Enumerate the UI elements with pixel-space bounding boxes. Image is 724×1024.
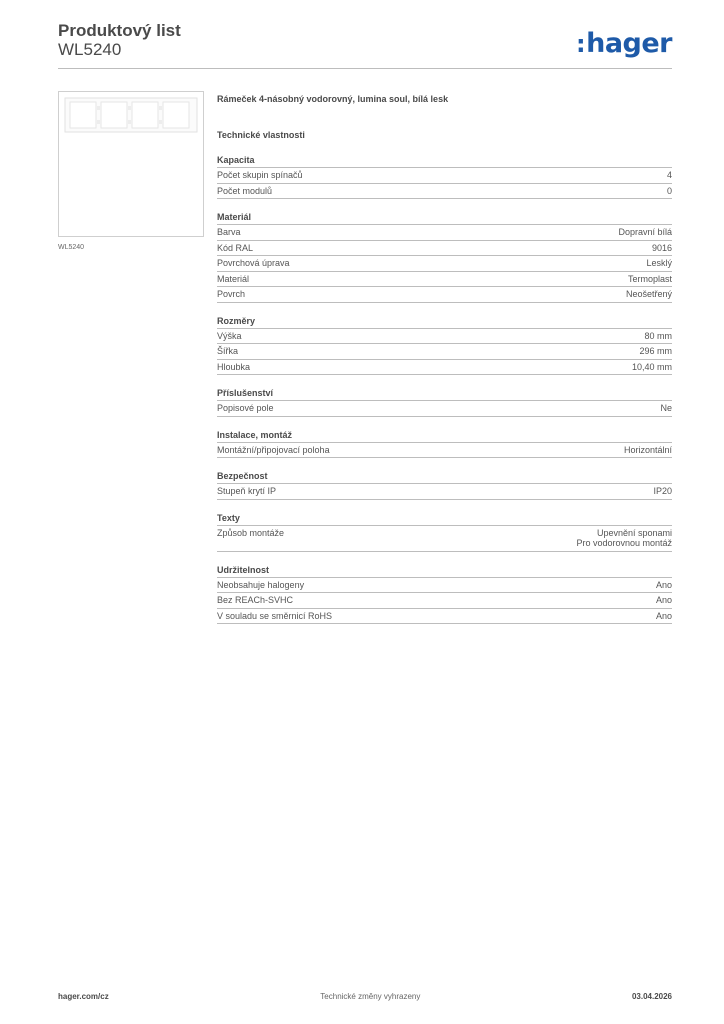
spec-value-line: 9016 (651, 242, 672, 253)
spec-label: Šířka (217, 346, 239, 356)
spec-label: Výška (217, 330, 242, 341)
product-content (217, 94, 672, 637)
spec-label: V souladu se směrnicí RoHS (217, 610, 333, 621)
spec-label: Bez REACh-SVHC (217, 595, 294, 605)
spec-value-line: Neošetřený (625, 289, 672, 299)
section-title: Instalace, montáž (217, 430, 672, 443)
spec-value (660, 403, 672, 414)
spec-row (217, 609, 672, 625)
section-title: Příslušenství (217, 388, 672, 401)
spec-value-line: 10,40 mm (631, 361, 672, 372)
spec-value (667, 186, 672, 197)
spec-label: Hloubka (217, 361, 251, 372)
image-caption: WL5240 (58, 244, 85, 251)
spec-value-line: Termoplast (627, 273, 672, 284)
spec-value (576, 528, 672, 549)
spec-value (653, 486, 672, 497)
spec-label: Barva (217, 227, 241, 237)
spec-row (217, 184, 672, 200)
spec-section (217, 212, 672, 303)
spec-label: Počet skupin spínačů (217, 170, 303, 180)
spec-value (624, 445, 672, 456)
section-title: Materiál (217, 212, 672, 225)
page-footer (58, 992, 672, 1001)
spec-value (656, 595, 672, 606)
spec-value (646, 258, 672, 269)
spec-value (639, 346, 672, 357)
spec-label: Materiál (217, 273, 250, 284)
spec-row (217, 272, 672, 288)
spec-value (667, 170, 672, 181)
spec-row (217, 443, 672, 459)
spec-value-line: Pro vodorovnou montáž (576, 538, 672, 548)
header-divider (58, 68, 672, 69)
spec-sections (217, 155, 672, 624)
spec-section (217, 316, 672, 376)
spec-value-line: 296 mm (639, 346, 672, 356)
spec-label: Neobsahuje halogeny (217, 579, 305, 590)
spec-value-line: Ano (655, 610, 672, 621)
spec-value-line: Upevnění sponami (596, 527, 672, 538)
product-code: WL5240 (58, 40, 122, 59)
section-title: Kapacita (217, 155, 672, 168)
spec-value (652, 243, 672, 254)
section-title: Bezpečnost (217, 471, 672, 484)
spec-value (632, 362, 672, 373)
spec-value-line: Dopravní bílá (618, 227, 672, 237)
spec-value (644, 331, 672, 342)
spec-value-line: Lesklý (646, 258, 672, 268)
spec-row (217, 241, 672, 257)
spec-value-line: 4 (666, 170, 672, 180)
spec-section (217, 155, 672, 199)
frame-illustration (59, 92, 203, 236)
spec-label: Způsob montáže (217, 527, 285, 538)
spec-value-line: 80 mm (644, 330, 672, 341)
spec-row (217, 484, 672, 500)
spec-label: Stupeň krytí IP (217, 486, 277, 496)
product-title: Rámeček 4-násobný vodorovný, lumina soul, bílá lesk (217, 94, 449, 104)
spec-value (628, 274, 672, 285)
spec-section (217, 565, 672, 625)
technical-properties-title: Technické vlastnosti (217, 130, 305, 140)
spec-label: Počet modulů (217, 185, 273, 196)
spec-section (217, 471, 672, 500)
spec-value-line: Ne (660, 403, 672, 413)
spec-value (656, 611, 672, 622)
spec-section (217, 430, 672, 459)
spec-row (217, 225, 672, 241)
spec-label: Popisové pole (217, 403, 274, 413)
spec-label: Montážní/připojovací poloha (217, 444, 330, 455)
spec-row (217, 360, 672, 376)
spec-value-line: Ano (655, 595, 672, 605)
section-title: Texty (217, 513, 672, 526)
spec-value-line: Horizontální (623, 444, 672, 455)
spec-row (217, 593, 672, 609)
spec-value (626, 289, 672, 300)
spec-label: Povrch (217, 289, 246, 299)
spec-row (217, 344, 672, 360)
spec-value-line: 0 (666, 185, 672, 196)
spec-label: Kód RAL (217, 242, 254, 253)
spec-section (217, 388, 672, 417)
product-image (58, 91, 204, 237)
page-title: Produktový list (58, 21, 181, 40)
footer-date: 03.04.2026 (631, 992, 672, 1001)
spec-value-line: Ano (655, 579, 672, 590)
spec-row (217, 256, 672, 272)
spec-row (217, 168, 672, 184)
spec-row (217, 329, 672, 345)
spec-value (618, 227, 672, 238)
section-title: Rozměry (217, 316, 672, 329)
spec-section (217, 513, 672, 552)
spec-value-line: IP20 (653, 486, 672, 496)
hager-logo: :hager (575, 28, 672, 59)
footer-website: hager.com/cz (58, 992, 109, 1001)
footer-disclaimer: Technické změny vyhrazeny (320, 992, 421, 1001)
spec-row (217, 287, 672, 303)
spec-value (656, 580, 672, 591)
spec-row (217, 578, 672, 594)
section-title: Udržitelnost (217, 565, 672, 578)
spec-row (217, 401, 672, 417)
spec-row (217, 526, 672, 552)
spec-label: Povrchová úprava (217, 258, 290, 268)
